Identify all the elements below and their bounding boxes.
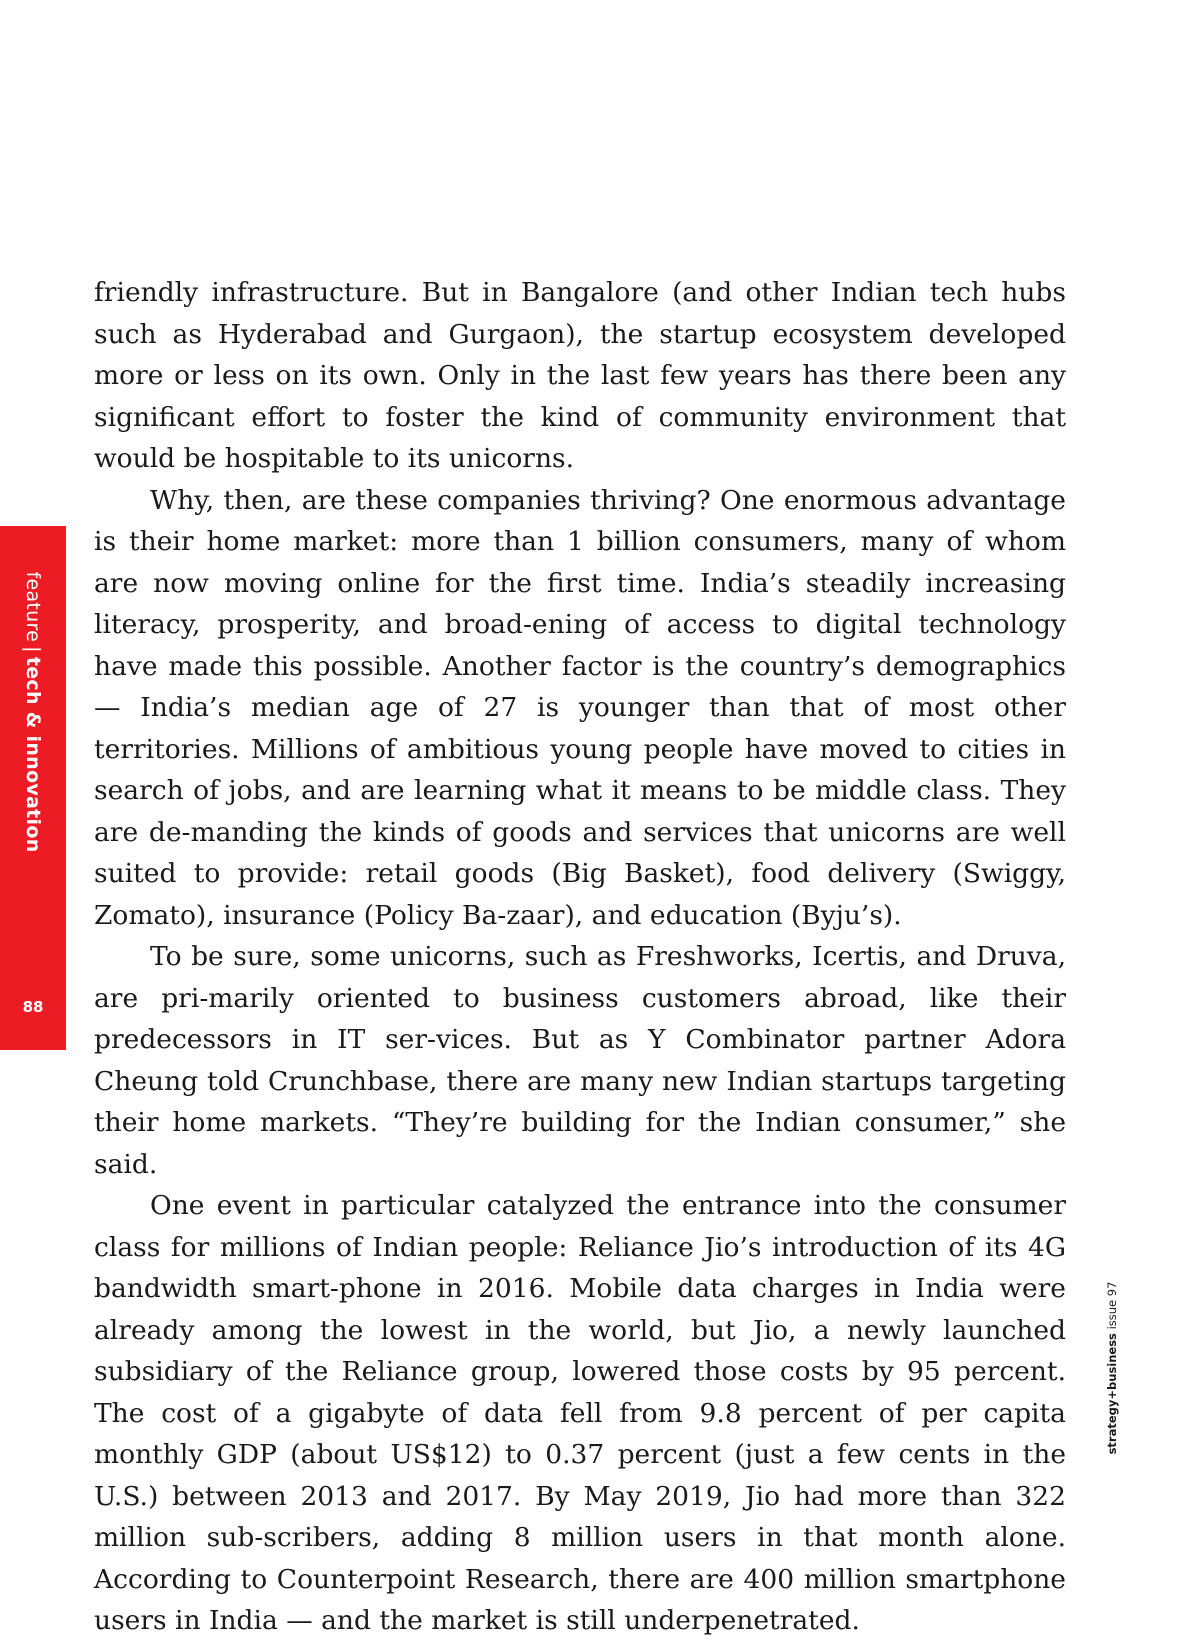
paragraph-2: Why, then, are these companies thriving? One enormous advantage is their home market: more than 1 billion consumers, many of whom are now moving online for the first time. India’s steadily increasing literacy, prosperity, and broad-ening of access to digital technology have made this possible. Another factor is the country’s demographics — India’s median age of 27 is younger than that of most other territories. Millions of ambitious young people have moved to cities in search of jobs, and are learning what it means to be middle class. They are de-manding the kinds of goods and services that unicorns are well suited to provide: retail goods (Big Basket), food delivery (Swiggy, Zomato), insurance (Policy Ba-zaar), and education (Byju’s). xyxy=(94,484,1066,931)
publication-name: strategy+business xyxy=(1105,1333,1119,1455)
paragraph-3: To be sure, some unicorns, such as Freshworks, Icertis, and Druva, are pri-marily oriented to business customers abroad, like their predecessors in IT ser-vices. But as Y Combinator partner Adora Cheung told Crunchbase, there are many new Indian startups targeting their home markets. “They’re building for the Indian consumer,” she said. xyxy=(94,941,1066,1180)
section-name: feature xyxy=(22,571,44,643)
publication-footer xyxy=(1105,1282,1119,1455)
paragraph-1: friendly infrastructure. But in Bangalore (and other Indian tech hubs such as Hyderabad and Gurgaon), the startup ecosystem developed more or less on its own. Only in the last few years has there been any significant effort to foster the kind of community environment that would be hospitable to its unicorns. xyxy=(94,277,1066,474)
section-separator: | xyxy=(22,646,44,653)
paragraph-4: One event in particular catalyzed the entrance into the consumer class for millions of Indian people: Reliance Jio’s introduction of its 4G bandwidth smart-phone in 2016. Mobile data charges in India were already among the lowest in the world, but Jio, a newly launched subsidiary of the Reliance group, lowered those costs by 95 percent. The cost of a gigabyte of data fell from 9.8 percent of per capita monthly GDP (about US$12) to 0.37 percent (just a few cents in the U.S.) between 2013 and 2017. By May 2019, Jio had more than 322 million sub-scribers, adding 8 million users in that month alone. According to Counterpoint Research, there are 400 million smartphone users in India — and the market is still underpenetrated. xyxy=(94,1190,1066,1636)
issue-label: issue 97 xyxy=(1105,1281,1119,1330)
article-body xyxy=(94,272,1066,1642)
section-tab-label xyxy=(22,571,44,852)
page-number: 88 xyxy=(22,998,44,1016)
section-topic: tech & innovation xyxy=(22,656,44,853)
